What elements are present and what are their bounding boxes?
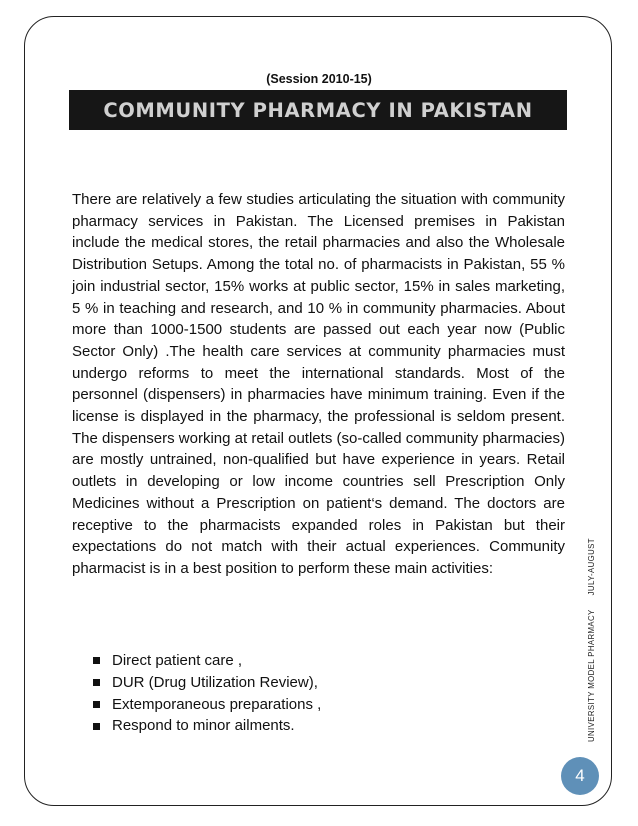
list-item-text: Direct patient care ,	[112, 652, 243, 669]
list-item	[93, 694, 321, 716]
issue-label: JULY-AUGUST	[587, 538, 596, 596]
list-item-text: Respond to minor ailments.	[112, 717, 295, 735]
list-item	[93, 715, 321, 737]
list-item	[93, 672, 321, 694]
title-banner	[69, 90, 567, 130]
article-body-paragraph: There are relatively a few studies articulating the situation with community pharmacy services in Pakistan. The Licensed premises in Pakistan include the medical stores, the retail pharmacies and also the Wholesale Distribution Setups. Among the total no. of pharmacists in Pakistan, 55 % join industrial sector, 15% works at public sector, 15% in sales marketing, 5 % in teaching and research, and 10 % in community pharmacies. About more than 1000-1500 students are passed out each year now (Public Sector Only) .The health care services at community pharmacies must undergo reforms to meet the international standards. Most of the personnel (dispensers) in pharmacies have minimum training. Even if the license is displayed in the pharmacy, the professional is seldom present. The dispensers working at retail outlets (so-called community pharmacies) are mostly untrained, non-qualified but have experience in years. Retail outlets in developing or low income countries sell Prescription Only Medicines without a Prescription on patient‘s demand. The doctors are receptive to the pharmacists expanded roles in Pakistan but their expectations do not match with their actual experiences. Community pharmacist is in a best position to perform these main activities:	[72, 191, 565, 577]
publication-name: UNIVERSITY MODEL PHARMACY	[587, 609, 596, 742]
session-label: (Session 2010-15)	[266, 72, 372, 86]
list-item	[93, 650, 321, 672]
page-number: 4	[575, 766, 585, 785]
list-item-text: DUR (Drug Utilization Review),	[112, 673, 318, 691]
vertical-running-header	[587, 538, 596, 742]
square-bullet-icon	[93, 657, 100, 664]
square-bullet-icon	[93, 723, 100, 730]
list-item-text: Extemporaneous preparations ,	[112, 695, 322, 713]
page-title: COMMUNITY PHARMACY IN PAKISTAN	[103, 98, 533, 122]
page-number-badge	[561, 757, 599, 795]
activities-bullet-list	[93, 650, 321, 737]
square-bullet-icon	[93, 701, 100, 708]
square-bullet-icon	[93, 679, 100, 686]
